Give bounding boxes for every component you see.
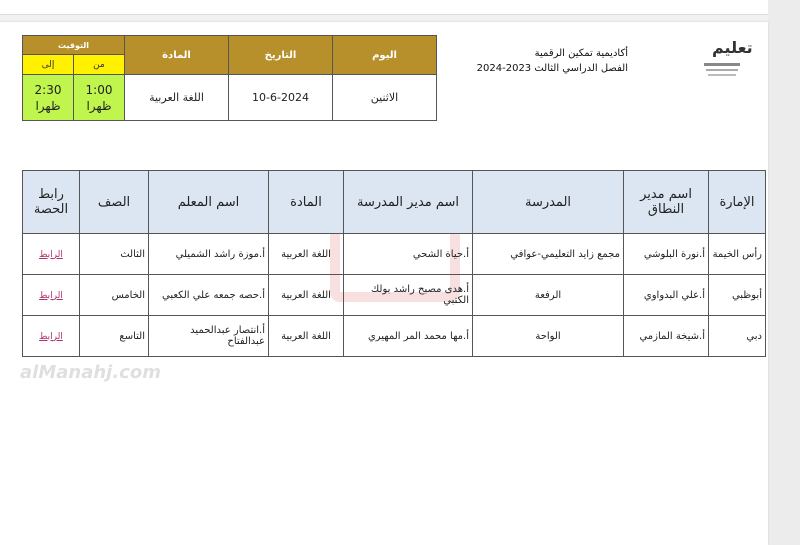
grade-cell: الثالث [80, 234, 149, 275]
subject-cell: اللغة العربية [269, 275, 344, 316]
session-link[interactable]: الرابط [39, 249, 63, 260]
top-bar [0, 0, 768, 15]
academy-name: أكاديمية تمكين الرقمية [534, 48, 628, 59]
subject-header: المادة [125, 36, 229, 75]
session-info-table [22, 35, 437, 121]
ministry-logo [700, 37, 753, 81]
from-time-cell [74, 75, 125, 121]
col-link-header: رابط الحصة [23, 171, 80, 234]
link-cell [23, 275, 80, 316]
subject-value: اللغة العربية [125, 75, 229, 121]
schedule-table [22, 170, 766, 357]
col-principal-header: اسم مدير المدرسة [344, 171, 473, 234]
to-label: إلى [23, 55, 74, 75]
session-link[interactable]: الرابط [39, 331, 63, 342]
col-grade-header: الصف [80, 171, 149, 234]
emirate-cell: أبوظبي [709, 275, 766, 316]
watermark-text: alManahj.com [20, 362, 161, 383]
scroll-gutter[interactable] [768, 0, 800, 545]
timing-header: التوقيت [23, 36, 125, 55]
grade-cell: التاسع [80, 316, 149, 357]
col-school-header: المدرسة [473, 171, 624, 234]
logo-line-icon [704, 63, 740, 66]
school-cell: الواحة [473, 316, 624, 357]
logo-mark-icon: تعليم [712, 38, 753, 57]
col-zone-manager-header: اسم مدير النطاق [624, 171, 709, 234]
col-subject-header: المادة [269, 171, 344, 234]
session-link[interactable]: الرابط [39, 290, 63, 301]
academy-info [477, 46, 628, 76]
school-cell: الرفعة [473, 275, 624, 316]
from-time: 1:00 [85, 82, 113, 97]
date-header: التاريخ [229, 36, 333, 75]
emirate-cell: دبي [709, 316, 766, 357]
to-time: 2:30 [34, 82, 62, 97]
grade-cell: الخامس [80, 275, 149, 316]
principal-cell: أ.حياة الشحي [344, 234, 473, 275]
table-row [23, 316, 766, 357]
emirate-cell: رأس الخيمة [709, 234, 766, 275]
academy-term: الفصل الدراسي الثالث 2023-2024 [476, 63, 628, 74]
teacher-cell: أ.موزة راشد الشميلي [149, 234, 269, 275]
to-time-cell [23, 75, 74, 121]
subject-cell: اللغة العربية [269, 316, 344, 357]
zone-manager-cell: أ.شيخة المازمي [624, 316, 709, 357]
logo-line-icon [708, 74, 736, 76]
document-page [0, 22, 768, 545]
table-row [23, 234, 766, 275]
to-period: ظهرا [35, 98, 61, 113]
zone-manager-cell: أ.نورة البلوشي [624, 234, 709, 275]
link-cell [23, 316, 80, 357]
date-value: 10-6-2024 [229, 75, 333, 121]
principal-cell: أ.مها محمد المر المهيري [344, 316, 473, 357]
subject-cell: اللغة العربية [269, 234, 344, 275]
table-row [23, 275, 766, 316]
zone-manager-cell: أ.علي البدواوي [624, 275, 709, 316]
day-value: الاثنين [333, 75, 437, 121]
col-emirate-header: الإمارة [709, 171, 766, 234]
link-cell [23, 234, 80, 275]
from-label: من [74, 55, 125, 75]
col-teacher-header: اسم المعلم [149, 171, 269, 234]
from-period: ظهرا [86, 98, 112, 113]
teacher-cell: أ.حصه جمعه علي الكعبي [149, 275, 269, 316]
day-header: اليوم [333, 36, 437, 75]
logo-line-icon [706, 69, 738, 71]
principal-cell: أ.هدى مصبح راشد بولك الكتبي [344, 275, 473, 316]
school-cell: مجمع زايد التعليمي-عوافي [473, 234, 624, 275]
teacher-cell: أ.انتصار عبدالحميد عبدالفتاح [149, 316, 269, 357]
